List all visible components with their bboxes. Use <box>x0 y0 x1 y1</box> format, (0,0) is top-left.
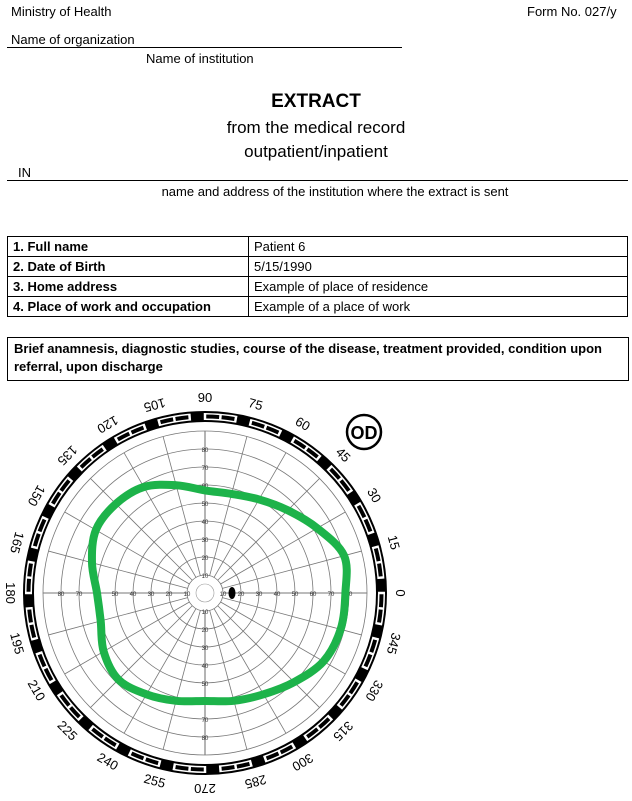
angle-label: 30 <box>364 485 385 506</box>
address-label: 3. Home address <box>8 277 249 297</box>
border-segment <box>358 669 364 680</box>
grid-spoke <box>49 598 188 635</box>
border-segment <box>29 610 31 623</box>
border-segment <box>206 769 219 770</box>
radial-tick-label: 20 <box>237 592 245 598</box>
angle-label: 165 <box>7 530 28 556</box>
radial-tick-label: 70 <box>201 466 209 472</box>
grid-spoke <box>65 602 190 674</box>
radial-tick-label: 30 <box>147 592 155 598</box>
radial-tick-label: 20 <box>165 592 173 598</box>
border-segment <box>381 579 382 592</box>
address-value: Example of place of residence <box>249 277 628 297</box>
radial-tick-label: 80 <box>57 592 65 598</box>
border-segment <box>252 759 264 763</box>
border-segment <box>371 640 375 652</box>
angle-label: 270 <box>194 781 216 796</box>
radial-tick-label: 80 <box>201 448 209 454</box>
border-segment <box>29 594 30 607</box>
angle-label: 0 <box>393 589 408 597</box>
angle-label: 285 <box>243 771 269 792</box>
radial-tick-label: 70 <box>327 592 335 598</box>
radial-tick-label: 10 <box>219 592 227 598</box>
patient-info-table <box>7 236 628 317</box>
table-row <box>8 297 628 317</box>
document-subtitle-1: from the medical record <box>226 118 406 137</box>
border-segment <box>365 520 370 532</box>
full-name-label: 1. Full name <box>8 237 249 257</box>
work-value: Example of a place of work <box>249 297 628 317</box>
angle-label: 135 <box>54 442 81 469</box>
blind-spot <box>229 587 236 599</box>
radial-tick-label: 60 <box>93 592 101 598</box>
work-label: 4. Place of work and occupation <box>8 297 249 317</box>
grid-spoke <box>90 478 192 580</box>
border-segment <box>252 423 264 427</box>
grid-spoke <box>124 609 196 734</box>
radial-tick-label: 60 <box>201 484 209 490</box>
angle-label: 210 <box>24 677 49 704</box>
border-segment <box>267 753 279 758</box>
border-segment <box>146 423 158 427</box>
angle-label: 120 <box>94 412 121 437</box>
grid-spokes <box>43 431 367 755</box>
border-segment <box>191 417 204 418</box>
border-segment <box>161 419 174 422</box>
border-segment <box>379 564 381 577</box>
border-segment <box>40 520 45 532</box>
border-segment <box>176 767 189 769</box>
angle-label: 150 <box>24 482 49 509</box>
border-segment <box>237 764 250 767</box>
ministry-label: Ministry of Health <box>11 4 112 19</box>
border-segment <box>46 506 52 517</box>
angle-label: 60 <box>292 413 313 434</box>
radial-tick-label: 30 <box>255 592 263 598</box>
angle-label: 315 <box>330 718 357 745</box>
grid-spoke <box>65 512 190 584</box>
table-row <box>8 277 628 297</box>
angle-label: 15 <box>384 533 403 552</box>
eye-badge <box>347 415 381 449</box>
grid-spoke <box>49 551 188 588</box>
radial-tick-label: 40 <box>201 520 209 526</box>
border-segment <box>371 534 375 546</box>
border-segment <box>237 419 250 422</box>
grid-spoke <box>214 453 286 578</box>
grid-spoke <box>210 610 247 749</box>
full-name-value: Patient 6 <box>249 237 628 257</box>
angle-label: 180 <box>3 582 18 604</box>
angle-label: 195 <box>7 630 28 656</box>
radial-tick-label: 40 <box>273 592 281 598</box>
radial-tick-label: 50 <box>201 682 209 688</box>
eye-label: OD <box>350 423 378 443</box>
border-segment <box>267 428 279 433</box>
angle-label: 45 <box>332 444 354 466</box>
organization-label: Name of organization <box>11 32 135 47</box>
border-segment <box>365 655 370 667</box>
radial-tick-label: 80 <box>201 736 209 742</box>
border-segment <box>176 417 189 419</box>
border-segment <box>29 564 31 577</box>
grid-spoke <box>124 453 196 578</box>
border-segment <box>376 625 379 638</box>
radial-tick-label: 70 <box>75 592 83 598</box>
radial-tick-label: 70 <box>201 718 209 724</box>
angle-label: 300 <box>289 750 316 775</box>
radial-tick-label: 10 <box>201 574 209 580</box>
angle-label: 345 <box>383 631 404 657</box>
border-segment <box>146 759 158 763</box>
angle-label: 240 <box>94 749 121 774</box>
border-segment <box>31 549 34 562</box>
angle-label: 105 <box>142 395 168 416</box>
border-segment <box>29 579 30 592</box>
document-subtitle-2: outpatient/inpatient <box>244 142 388 161</box>
destination-prefix: IN <box>18 165 31 180</box>
border-segment <box>191 769 204 770</box>
angle-label: 225 <box>54 717 81 744</box>
grid-spoke <box>163 610 200 749</box>
radial-tick-label: 80 <box>345 592 353 598</box>
radial-tick-label: 40 <box>129 592 137 598</box>
angle-label: 330 <box>362 677 387 704</box>
border-segment <box>161 764 174 767</box>
border-segment <box>222 767 235 769</box>
radial-tick-label: 10 <box>201 610 209 616</box>
table-row <box>8 257 628 277</box>
radial-tick-label: 40 <box>201 664 209 670</box>
border-segment <box>35 640 39 652</box>
radial-tick-label: 10 <box>183 592 191 598</box>
grid-spoke <box>210 437 247 576</box>
destination-caption: name and address of the institution where the extract is sent <box>161 184 509 199</box>
radial-tick-label: 50 <box>291 592 299 598</box>
grid-spoke <box>163 437 200 576</box>
dob-value: 5/15/1990 <box>249 257 628 277</box>
visual-field-chart <box>0 391 632 801</box>
border-segment <box>132 753 144 758</box>
border-segment <box>281 434 292 440</box>
anamnesis-heading: Brief anamnesis, diagnostic studies, course of the disease, treatment provided, condition upon referral, upon discharge <box>7 337 629 381</box>
border-segment <box>31 625 34 638</box>
border-segment <box>35 534 39 546</box>
institution-label: Name of institution <box>146 51 254 66</box>
border-segment <box>222 417 235 419</box>
angle-label: 255 <box>142 770 168 791</box>
radial-tick-label: 30 <box>201 538 209 544</box>
organization-line <box>7 47 402 48</box>
border-segment <box>381 594 382 607</box>
document-title: EXTRACT <box>271 91 361 112</box>
grid-spoke <box>221 512 346 584</box>
radial-tick-label: 20 <box>201 556 209 562</box>
angle-label: 90 <box>197 391 213 405</box>
border-segment <box>206 417 219 418</box>
angle-label: 75 <box>246 395 265 414</box>
border-segment <box>132 428 144 433</box>
destination-line <box>7 180 628 181</box>
border-segment <box>40 655 45 667</box>
grid-ring <box>187 575 223 611</box>
radial-tick-label: 20 <box>201 628 209 634</box>
grid-ring-inner <box>196 584 214 602</box>
border-segment <box>376 549 379 562</box>
radial-tick-label: 30 <box>201 646 209 652</box>
radial-tick-label: 60 <box>201 700 209 706</box>
radial-tick-label: 60 <box>309 592 317 598</box>
form-number: Form No. 027/y <box>527 4 617 19</box>
table-row <box>8 237 628 257</box>
dob-label: 2. Date of Birth <box>8 257 249 277</box>
radial-tick-label: 50 <box>201 502 209 508</box>
grid-spoke <box>214 609 286 734</box>
radial-tick-label: 50 <box>111 592 119 598</box>
border-segment <box>379 610 381 623</box>
border-segment <box>118 746 129 752</box>
